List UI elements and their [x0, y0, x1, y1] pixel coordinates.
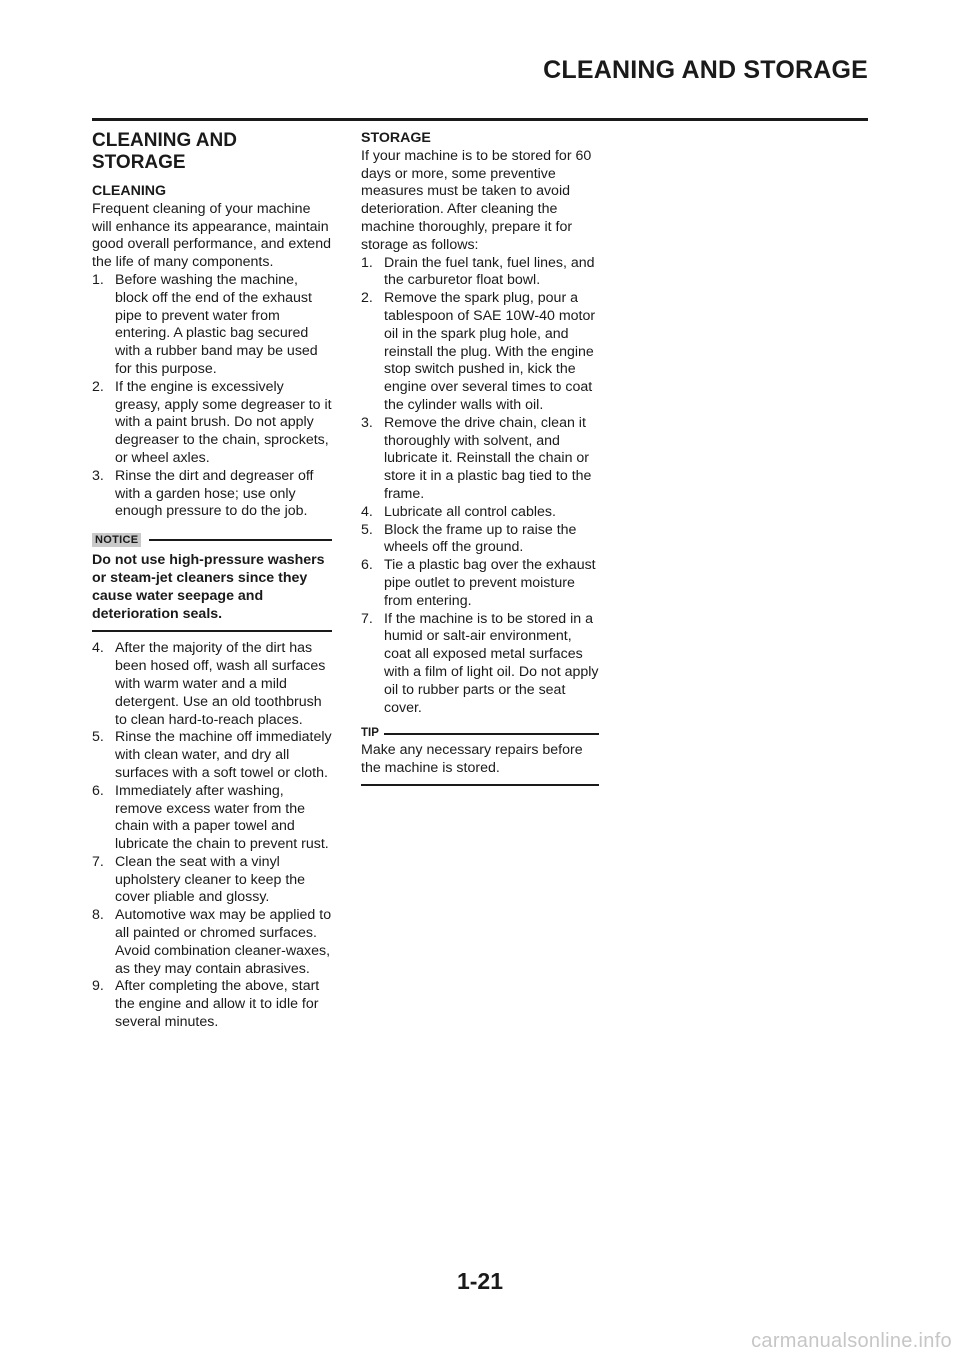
step-number: 2.	[92, 378, 104, 395]
list-item	[92, 854, 332, 907]
step-text: Automotive wax may be applied to all painted or chromed surfaces. Avoid combination cleaner-waxes, as they may contain abrasives.	[115, 907, 332, 977]
step-text: Tie a plastic bag over the exhaust pipe outlet to prevent moisture from entering.	[384, 557, 596, 609]
step-text: After completing the above, start the engine and allow it to idle for several minutes.	[115, 978, 320, 1031]
notice-rule	[149, 539, 332, 541]
step-text: Lubricate all control cables.	[384, 503, 556, 520]
step-number: 3.	[361, 414, 373, 431]
step-number: 6.	[92, 782, 104, 799]
step-number: 7.	[361, 610, 373, 627]
list-item	[92, 272, 332, 379]
list-item	[92, 783, 332, 854]
step-text: Drain the fuel tank, fuel lines, and the carburetor float bowl.	[384, 254, 595, 289]
cleaning-steps-b	[92, 640, 332, 1032]
step-number: 5.	[361, 521, 373, 538]
tip-rule	[384, 733, 599, 735]
right-column	[361, 130, 601, 786]
list-item	[92, 978, 332, 1031]
list-item	[92, 379, 332, 468]
watermark-text: carmanualsonline.info	[751, 1330, 952, 1352]
step-number: 2.	[361, 290, 373, 307]
step-number: 1.	[361, 254, 373, 271]
list-item	[92, 907, 332, 978]
list-item	[361, 522, 601, 558]
notice-end-rule	[92, 630, 332, 632]
left-column	[92, 130, 332, 1032]
list-item	[361, 290, 601, 415]
step-number: 7.	[92, 853, 104, 870]
notice-text: Do not use high-pressure washers or steam-jet cleaners since they cause water seepage and deterioration seals.	[92, 552, 325, 622]
step-number: 4.	[361, 503, 373, 520]
step-text: If the machine is to be stored in a humid or salt-air environment, coat all exposed metal surfaces with a film of light oil. Do not apply oil to rubber parts or the seat cover.	[384, 610, 599, 716]
tip-end-rule	[361, 784, 599, 786]
step-number: 3.	[92, 467, 104, 484]
section-title: CLEANING AND STORAGE	[92, 130, 237, 173]
page-header-title: CLEANING AND STORAGE	[543, 56, 868, 84]
step-text: Immediately after washing, remove excess water from the chain with a paper towel and lubricate the chain to prevent rust.	[115, 782, 329, 853]
list-item	[92, 468, 332, 521]
step-text: If the engine is excessively greasy, apply some degreaser to it with a paint brush. Do not apply degreaser to the chain, sprockets, or wheel axles.	[115, 378, 332, 466]
step-text: Clean the seat with a vinyl upholstery cleaner to keep the cover pliable and glossy.	[115, 853, 306, 906]
step-number: 4.	[92, 640, 104, 657]
step-text: Block the frame up to raise the wheels off the ground.	[384, 521, 577, 556]
step-text: Remove the spark plug, pour a tablespoon of SAE 10W-40 motor oil in the spark plug hole, and reinstall the plug. With the engine stop switch pushed in, kick the engine over several times to coat the cylinder walls with oil.	[384, 290, 596, 413]
step-text: Remove the drive chain, clean it thoroughly with solvent, and lubricate it. Reinstall the chain or store it in a plastic bag tied to the frame.	[384, 414, 592, 502]
notice-header	[92, 533, 332, 547]
tip-header	[361, 727, 599, 741]
notice-box	[92, 533, 332, 632]
notice-badge: NOTICE	[92, 533, 141, 547]
page-number: 1-21	[456, 1268, 504, 1294]
step-text: After the majority of the dirt has been hosed off, wash all surfaces with warm water and a mild detergent. Use an old toothbrush to clean hard-to-reach places.	[115, 640, 326, 728]
tip-box	[361, 727, 599, 786]
step-number: 5.	[92, 729, 104, 746]
storage-intro: If your machine is to be stored for 60 days or more, some preventive measures must be taken to avoid deterioration. After cleaning the machine thoroughly, prepare it for storage as follows:	[361, 147, 592, 253]
step-text: Rinse the machine off immediately with clean water, and dry all surfaces with a soft towel or cloth.	[115, 729, 332, 781]
list-item	[92, 640, 332, 729]
step-text: Rinse the dirt and degreaser off with a garden hose; use only enough pressure to do the job.	[115, 467, 314, 520]
step-number: 8.	[92, 907, 104, 924]
list-item	[361, 415, 601, 504]
step-text: Before washing the machine, block off the end of the exhaust pipe to prevent water from entering. A plastic bag secured with a rubber band may be used for this purpose.	[115, 271, 318, 377]
tip-text: Make any necessary repairs before the machine is stored.	[361, 742, 583, 777]
storage-steps	[361, 255, 601, 718]
list-item	[92, 729, 332, 782]
list-item	[361, 255, 601, 291]
header-rule	[92, 118, 868, 121]
step-number: 1.	[92, 271, 104, 288]
tip-label: TIP	[361, 727, 379, 740]
cleaning-steps-a	[92, 272, 332, 521]
cleaning-title: CLEANING	[92, 183, 167, 199]
step-number: 6.	[361, 557, 373, 574]
list-item	[361, 611, 601, 718]
list-item	[361, 504, 601, 522]
cleaning-intro: Frequent cleaning of your machine will enhance its appearance, maintain good overall performance, and extend the life of many components.	[92, 200, 331, 271]
storage-title: STORAGE	[361, 130, 431, 146]
step-number: 9.	[92, 978, 104, 995]
list-item	[361, 557, 601, 610]
